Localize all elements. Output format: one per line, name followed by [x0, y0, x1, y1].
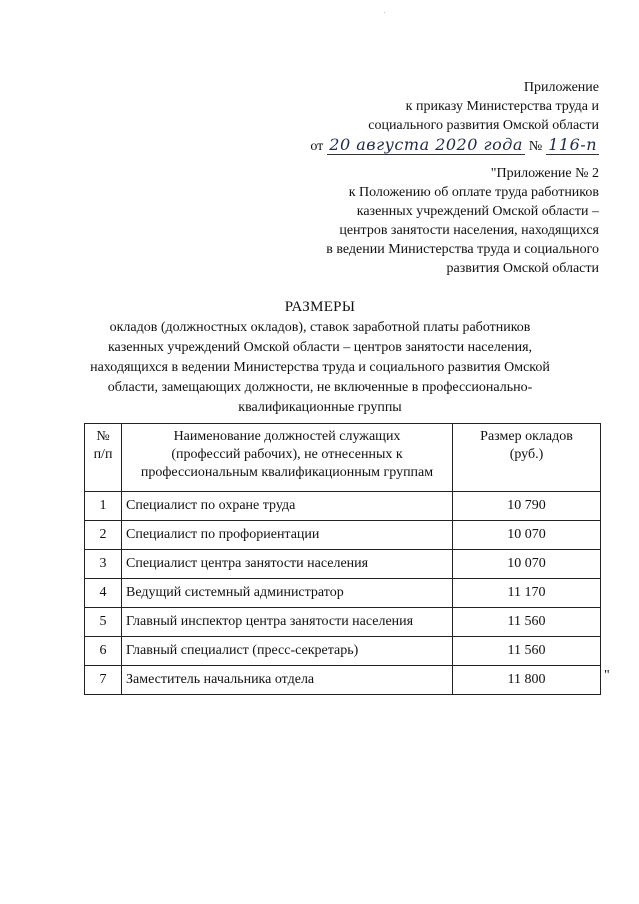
- row-name: Ведущий системный администратор: [122, 579, 453, 608]
- annex2-line: к Положению об оплате труда работников: [348, 185, 599, 200]
- table-row: [85, 550, 601, 579]
- row-salary: 10 070: [453, 521, 601, 550]
- header-salary: Размер окладов (руб.): [453, 424, 601, 492]
- subheading-line: квалификационные группы: [238, 400, 402, 415]
- table-row: [85, 666, 601, 695]
- order-line: [310, 135, 599, 156]
- table-row: [85, 492, 601, 521]
- row-num: 2: [85, 521, 122, 550]
- row-name: Специалист центра занятости населения: [122, 550, 453, 579]
- subheading-line: окладов (должностных окладов), ставок заработной платы работников: [109, 320, 531, 335]
- document-subheading: [80, 318, 560, 418]
- annex2-line: центров занятости населения, находящихся: [339, 223, 599, 238]
- annex-line-3: социального развития Омской области: [368, 118, 599, 133]
- table-row: [85, 637, 601, 666]
- salary-table: [84, 423, 601, 695]
- row-name: Специалист по профориентации: [122, 521, 453, 550]
- table-header-row: [85, 424, 601, 492]
- annex2-title: "Приложение № 2: [490, 166, 599, 181]
- table-row: [85, 579, 601, 608]
- row-num: 1: [85, 492, 122, 521]
- row-salary: 11 800: [453, 666, 601, 695]
- order-number: 116-п: [548, 135, 597, 154]
- subheading-line: области, замещающих должности, не включенные в профессионально-: [107, 380, 533, 395]
- row-num: 3: [85, 550, 122, 579]
- annex2-line: в ведении Министерства труда и социального: [326, 242, 599, 257]
- header-name: Наименование должностей служащих (профессий рабочих), не отнесенных к профессиональным квалификационным группам: [122, 424, 453, 492]
- row-num: 6: [85, 637, 122, 666]
- row-name: Главный специалист (пресс-секретарь): [122, 637, 453, 666]
- row-salary: 11 560: [453, 608, 601, 637]
- row-name: Главный инспектор центра занятости населения: [122, 608, 453, 637]
- row-name: Специалист по охране труда: [122, 492, 453, 521]
- annex2-header: [326, 164, 599, 278]
- table-row: [85, 608, 601, 637]
- order-number-prefix: №: [528, 139, 543, 154]
- row-salary: 10 790: [453, 492, 601, 521]
- order-prefix: от: [310, 139, 324, 154]
- row-name: Заместитель начальника отдела: [122, 666, 453, 695]
- row-num: 4: [85, 579, 122, 608]
- document-heading: РАЗМЕРЫ: [284, 299, 356, 315]
- closing-quote: ": [604, 668, 610, 683]
- row-num: 5: [85, 608, 122, 637]
- scan-speck: [384, 12, 385, 13]
- subheading-line: находящихся в ведении Министерства труда и социального развития Омской: [90, 360, 550, 375]
- table-row: [85, 521, 601, 550]
- row-num: 7: [85, 666, 122, 695]
- annex2-line: развития Омской области: [446, 261, 599, 276]
- annex-line-2: к приказу Министерства труда и: [405, 99, 599, 114]
- row-salary: 11 170: [453, 579, 601, 608]
- subheading-line: казенных учреждений Омской области – центров занятости населения,: [107, 340, 533, 355]
- row-salary: 11 560: [453, 637, 601, 666]
- row-salary: 10 070: [453, 550, 601, 579]
- order-date: 20 августа 2020 года: [329, 135, 523, 154]
- annex-header: [310, 78, 599, 156]
- header-num: № п/п: [85, 424, 122, 492]
- annex2-line: казенных учреждений Омской области –: [356, 204, 599, 219]
- annex-title: Приложение: [523, 80, 599, 95]
